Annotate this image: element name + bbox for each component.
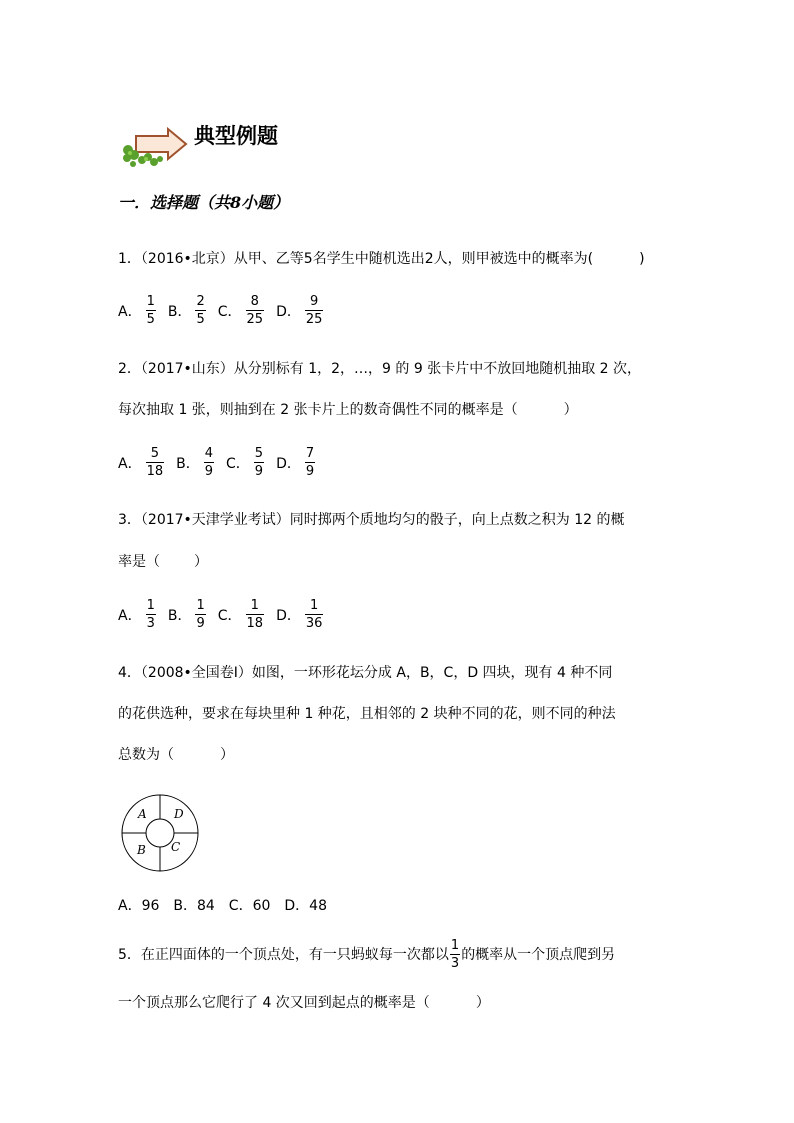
region-a-label: A (138, 807, 147, 821)
question-4-line-3: 总数为（ ） (118, 747, 234, 763)
question-4-line-1: 4．（2008•全国卷Ⅰ）如图，一环形花坛分成 A，B，C，D 四块，现有 4 种不同 (118, 665, 613, 681)
region-d-label: D (174, 807, 184, 821)
question-2-options (118, 446, 327, 479)
region-b-label: B (137, 843, 146, 857)
arrow-clover-icon (118, 124, 192, 168)
question-2-line-2: 每次抽取 1 张，则抽到在 2 张卡片上的数奇偶性不同的概率是（ ） (118, 402, 578, 418)
question-1-close: ) (639, 251, 645, 267)
question-3-options (118, 598, 335, 631)
question-5-line-1: 5．在正四面体的一个顶点处，有一只蚂蚁每一次都以 $\frac{1}{3}$ 的概率从一个顶点爬到另 (118, 938, 616, 971)
option-b: B． $\frac{1}{9}$ (167, 598, 205, 631)
section-title: 一．选择题（共8小题） (118, 193, 290, 212)
option-a: A． $\frac{5}{18}$ (118, 446, 164, 479)
option-d: D． $\frac{9}{25}$ (276, 294, 323, 327)
page-heading: 典型例题 (194, 123, 278, 148)
question-1 (118, 249, 645, 269)
option-d: D． $\frac{1}{36}$ (276, 598, 323, 631)
region-c-label: C (171, 840, 181, 854)
question-4-line-2: 的花供选种，要求在每块里种 1 种花，且相邻的 2 块种不同的花，则不同的种法 (118, 706, 616, 722)
option-a: A． $\frac{1}{5}$ (118, 294, 155, 327)
question-5-line-2: 一个顶点那么它爬行了 4 次又回到起点的概率是（ ） (118, 995, 490, 1011)
question-3-line-1: 3．（2017•天津学业考试）同时掷两个质地均匀的骰子，向上点数之积为 12 的概 (118, 512, 625, 528)
question-2-line-1: 2．（2017•山东）从分别标有 1，2，…，9 的 9 张卡片中不放回地随机抽取 2 次， (118, 361, 642, 377)
question-4-options: A．96 B．84 C．60 D．48 (118, 898, 327, 914)
option-c: C． $\frac{8}{25}$ (217, 294, 264, 327)
option-c: C． $\frac{5}{9}$ (226, 446, 264, 479)
option-b: B． $\frac{4}{9}$ (176, 446, 214, 479)
ring-flowerbed-figure (120, 793, 202, 873)
heading-logo (118, 124, 192, 168)
option-d: D． $\frac{7}{9}$ (276, 446, 315, 479)
option-b: B． $\frac{2}{5}$ (167, 294, 205, 327)
question-3-line-2: 率是（ ） (118, 554, 208, 570)
option-a: A． $\frac{1}{3}$ (118, 598, 155, 631)
question-1-text: 1．（2016•北京）从甲、乙等5名学生中随机选出2人，则甲被选中的概率为( (118, 251, 594, 267)
question-1-options (118, 294, 335, 327)
option-c: C． $\frac{1}{18}$ (217, 598, 264, 631)
